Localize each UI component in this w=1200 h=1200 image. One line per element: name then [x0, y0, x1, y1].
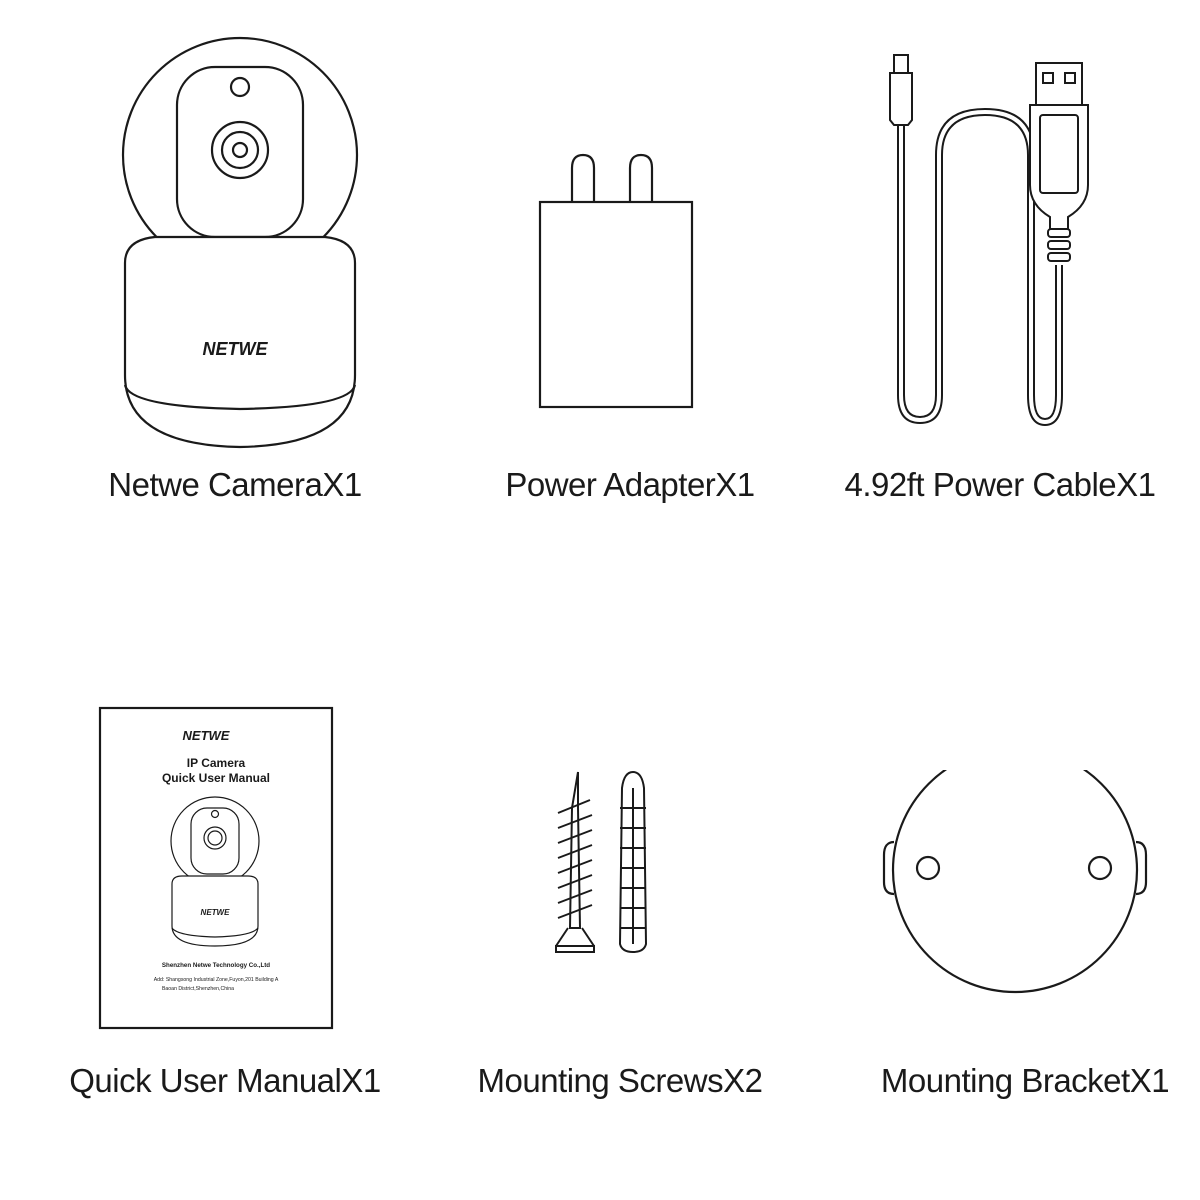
power-cable-illustration: [880, 45, 1110, 435]
manual-address-line2: Baoan District,Shenzhen,China: [161, 986, 235, 992]
manual-illustration: [98, 706, 334, 1030]
manual-caption: Quick User ManualX1: [69, 1062, 381, 1099]
manual-mini-logo: NETWE: [200, 908, 230, 917]
adapter-caption: Power AdapterX1: [505, 466, 755, 503]
screws-caption: Mounting ScrewsX2: [477, 1062, 763, 1099]
manual-address-line1: Add: Shangsong Industrial Zone,Fuyon,201 Building A: [153, 977, 279, 983]
cable-caption: 4.92ft Power CableX1: [844, 466, 1156, 503]
power-adapter-illustration: [530, 150, 700, 415]
bracket-caption: Mounting BracketX1: [880, 1062, 1170, 1099]
camera-caption: Netwe CameraX1: [108, 466, 362, 503]
bracket-illustration: [880, 770, 1150, 1020]
manual-title-line1: IP Camera: [186, 756, 246, 770]
manual-company: Shenzhen Netwe Technology Co.,Ltd: [161, 962, 271, 969]
camera-illustration: [95, 25, 385, 465]
manual-brand-logo: NETWE: [182, 728, 230, 743]
screws-illustration: [548, 768, 678, 958]
manual-title-line2: Quick User Manual: [161, 771, 271, 785]
camera-brand-logo: NETWE: [202, 339, 268, 359]
